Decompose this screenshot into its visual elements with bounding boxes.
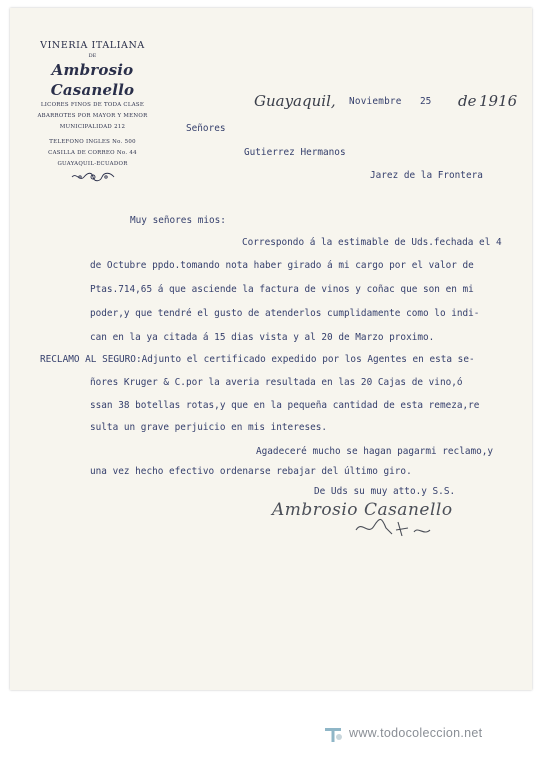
letterhead-address: MUNICIPALIDAD 212	[59, 124, 126, 130]
date-month: Noviembre	[349, 96, 402, 107]
closing: De Uds su muy atto.y S.S.	[314, 486, 456, 497]
date-year: 1916	[479, 92, 518, 110]
letterhead	[10, 40, 175, 182]
body-line-reclamo: RECLAMO AL SEGURO:Adjunto el certificado expedido por los Agentes en esta se-	[40, 354, 475, 365]
greeting: Muy señores mios:	[130, 215, 226, 226]
body-line: sulta un grave perjuicio en mis intereses.	[90, 422, 328, 433]
letterhead-firm-name: Ambrosio Casanello	[50, 61, 135, 99]
letterhead-title: VINERIA ITALIANA	[40, 40, 145, 51]
body-line: de Octubre ppdo.tomando nota haber girado á mi cargo por el valor de	[90, 260, 474, 271]
watermark-text: www.todocoleccion.net	[349, 726, 483, 740]
letterhead-de: DE	[88, 53, 97, 59]
ornament-icon	[70, 172, 116, 182]
date-de: de	[458, 92, 477, 110]
body-line: Ptas.714,65 á que asciende la factura de vinos y coñac que son en mi	[90, 284, 474, 295]
date-day: 25	[420, 96, 432, 107]
body-line: Agadeceré mucho se hagan pagarmi reclamo,y	[256, 446, 494, 457]
letterhead-licores: LICORES FINOS DE TODA CLASE	[40, 102, 145, 108]
body-line: can en la ya citada á 15 dias vista y al 20 de Marzo proximo.	[90, 332, 435, 343]
body-line: poder,y que tendré el gusto de atenderlos cumplidamente como lo indi-	[90, 308, 480, 319]
body-line: una vez hecho efectivo ordenarse rebajar del último giro.	[90, 466, 412, 477]
recipient-city: Jarez de la Frontera	[370, 170, 483, 181]
letterhead-mailbox: CASILLA DE CORREO No. 44	[48, 150, 137, 156]
letterhead-phone: TELEFONO INGLES No. 500	[49, 139, 136, 145]
watermark	[322, 722, 482, 744]
signature-flourish-icon	[352, 516, 442, 540]
letterhead-city: GUAYAQUIL-ECUADOR	[57, 161, 128, 167]
body-line: Correspondo á la estimable de Uds.fechada el 4	[242, 237, 502, 248]
todocoleccion-logo-icon	[322, 722, 344, 744]
date-place: Guayaquil,	[254, 92, 336, 110]
signature: Ambrosio Casanello	[272, 500, 453, 520]
body-line: ñores Kruger & C.por la averia resultada en las 20 Cajas de vino,ó	[90, 377, 463, 388]
body-line: ssan 38 botellas rotas,y que en la pequeña cantidad de esta remeza,re	[90, 400, 480, 411]
recipient-name: Gutierrez Hermanos	[244, 147, 346, 158]
letterhead-abarrotes: ABARROTES POR MAYOR Y MENOR	[37, 113, 148, 119]
recipient-salutation: Señores	[186, 123, 226, 134]
